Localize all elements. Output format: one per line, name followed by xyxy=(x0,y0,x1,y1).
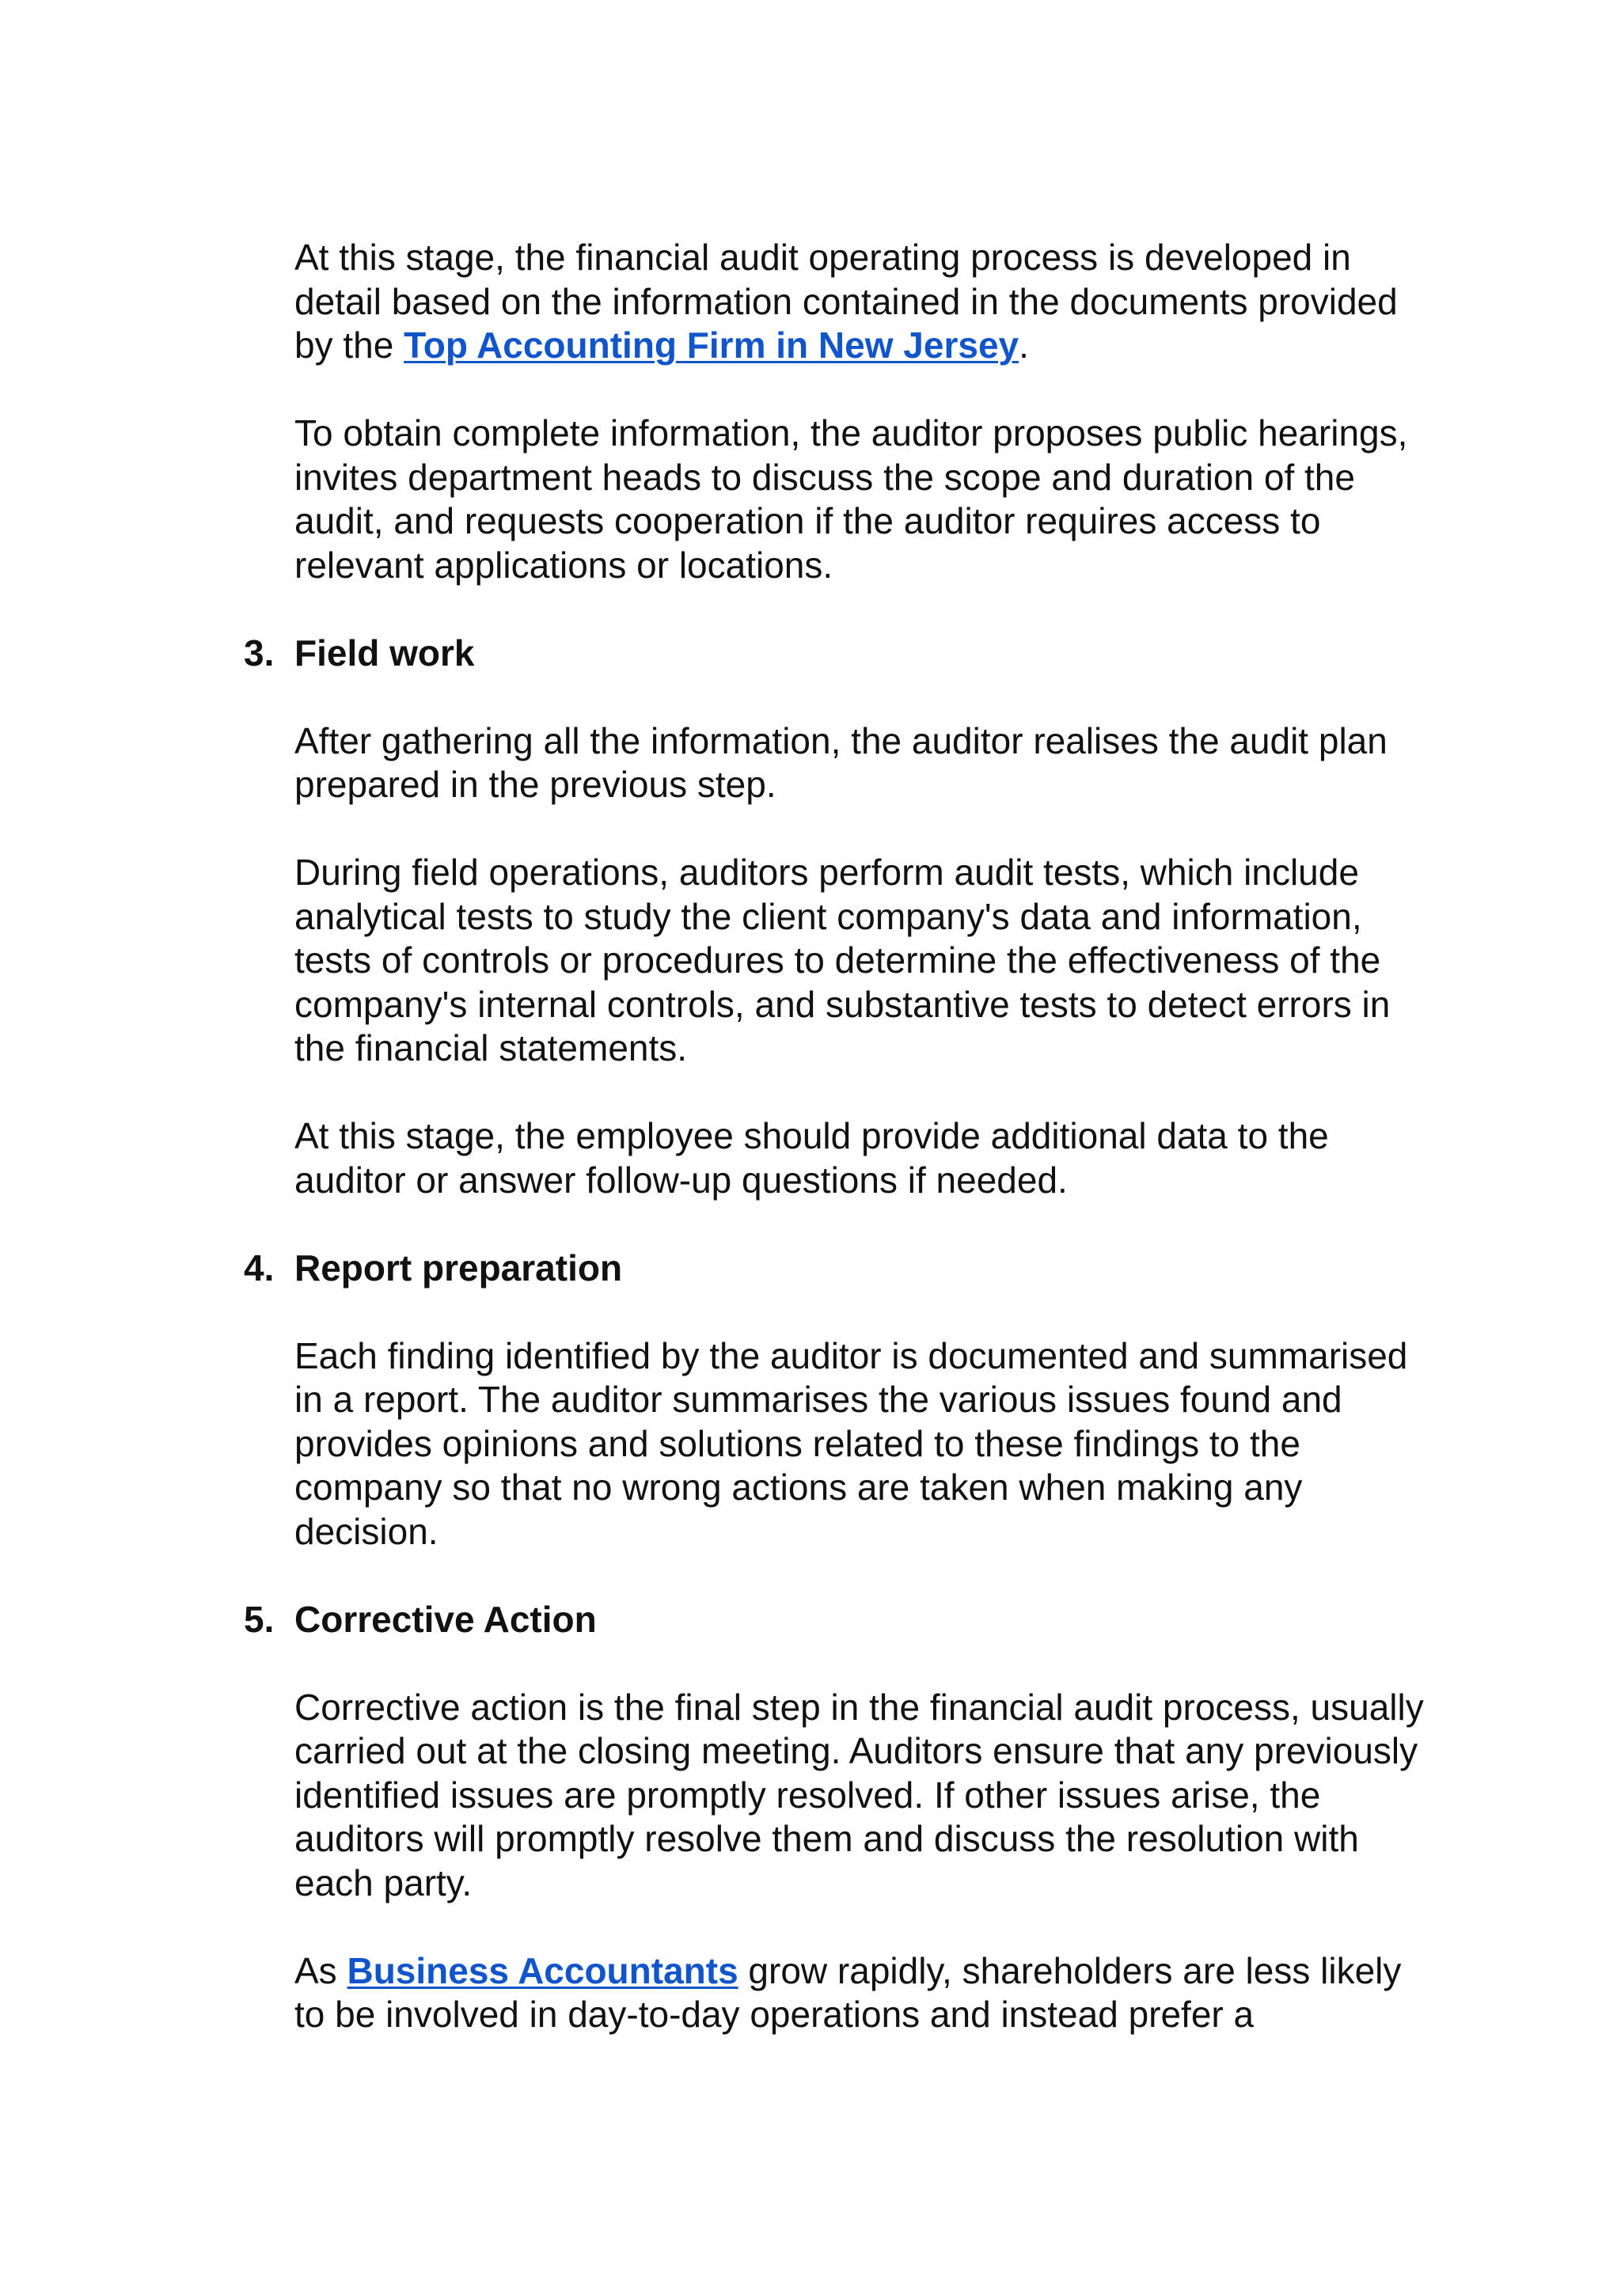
paragraph-text: At this stage, the financial audit operating process is developed in detail based on the information contained in the documents provided by the xyxy=(294,237,1398,366)
paragraph-text: grow rapidly, shareholders are less likely to be involved in day-to-day operations and instead prefer a xyxy=(294,1949,1402,2035)
heading-field-work xyxy=(244,632,1434,676)
paragraph-corrective-action: Corrective action is the final step in the financial audit process, usually carried out at the closing meeting. Auditors ensure that any previously identified issues are promptly resolved. If other issues arise, the auditors will promptly resolve them and discuss the resolution with each party. xyxy=(294,1686,1424,1903)
paragraph-finding-documented: Each finding identified by the auditor is documented and summarised in a report. The auditor summarises the various issues found and provides opinions and solutions related to these findings to the company so that no wrong actions are taken when making any decision. xyxy=(294,1334,1408,1552)
paragraph-complete-information: To obtain complete information, the auditor proposes public hearings, invites department heads to discuss the scope and duration of the audit, and requests cooperation if the auditor requires access to relevant applications or locations. xyxy=(294,412,1408,586)
business-accountants-link[interactable]: Business Accountants xyxy=(347,1949,738,1991)
paragraph-field-operations: During field operations, auditors perform audit tests, which include analytical tests to study the client company's data and information, tests of controls or procedures to determine the effectiveness of the company's internal controls, and substantive tests to detect errors in the financial statements. xyxy=(294,852,1391,1068)
heading-title: Field work xyxy=(294,632,475,674)
paragraph-business-accountants xyxy=(294,1949,1434,2037)
heading-title: Corrective Action xyxy=(294,1598,597,1640)
paragraph-text: . xyxy=(1019,324,1029,366)
list-number: 4. xyxy=(244,1247,275,1288)
list-number: 5. xyxy=(244,1598,275,1640)
heading-report-preparation xyxy=(244,1247,1434,1291)
top-accounting-firm-link[interactable]: Top Accounting Firm in New Jersey xyxy=(404,324,1019,366)
paragraph-employee-additional-data: At this stage, the employee should provide additional data to the auditor or answer follow-up questions if needed. xyxy=(294,1115,1329,1201)
paragraph-audit-process-intro xyxy=(294,236,1434,368)
paragraph-text: As xyxy=(294,1949,347,1991)
paragraph-gathering-information: After gathering all the information, the auditor realises the audit plan prepared in the previous step. xyxy=(294,719,1388,805)
heading-corrective-action xyxy=(244,1598,1434,1642)
list-number: 3. xyxy=(244,632,275,674)
document-body xyxy=(244,236,1434,2081)
heading-title: Report preparation xyxy=(294,1247,623,1288)
